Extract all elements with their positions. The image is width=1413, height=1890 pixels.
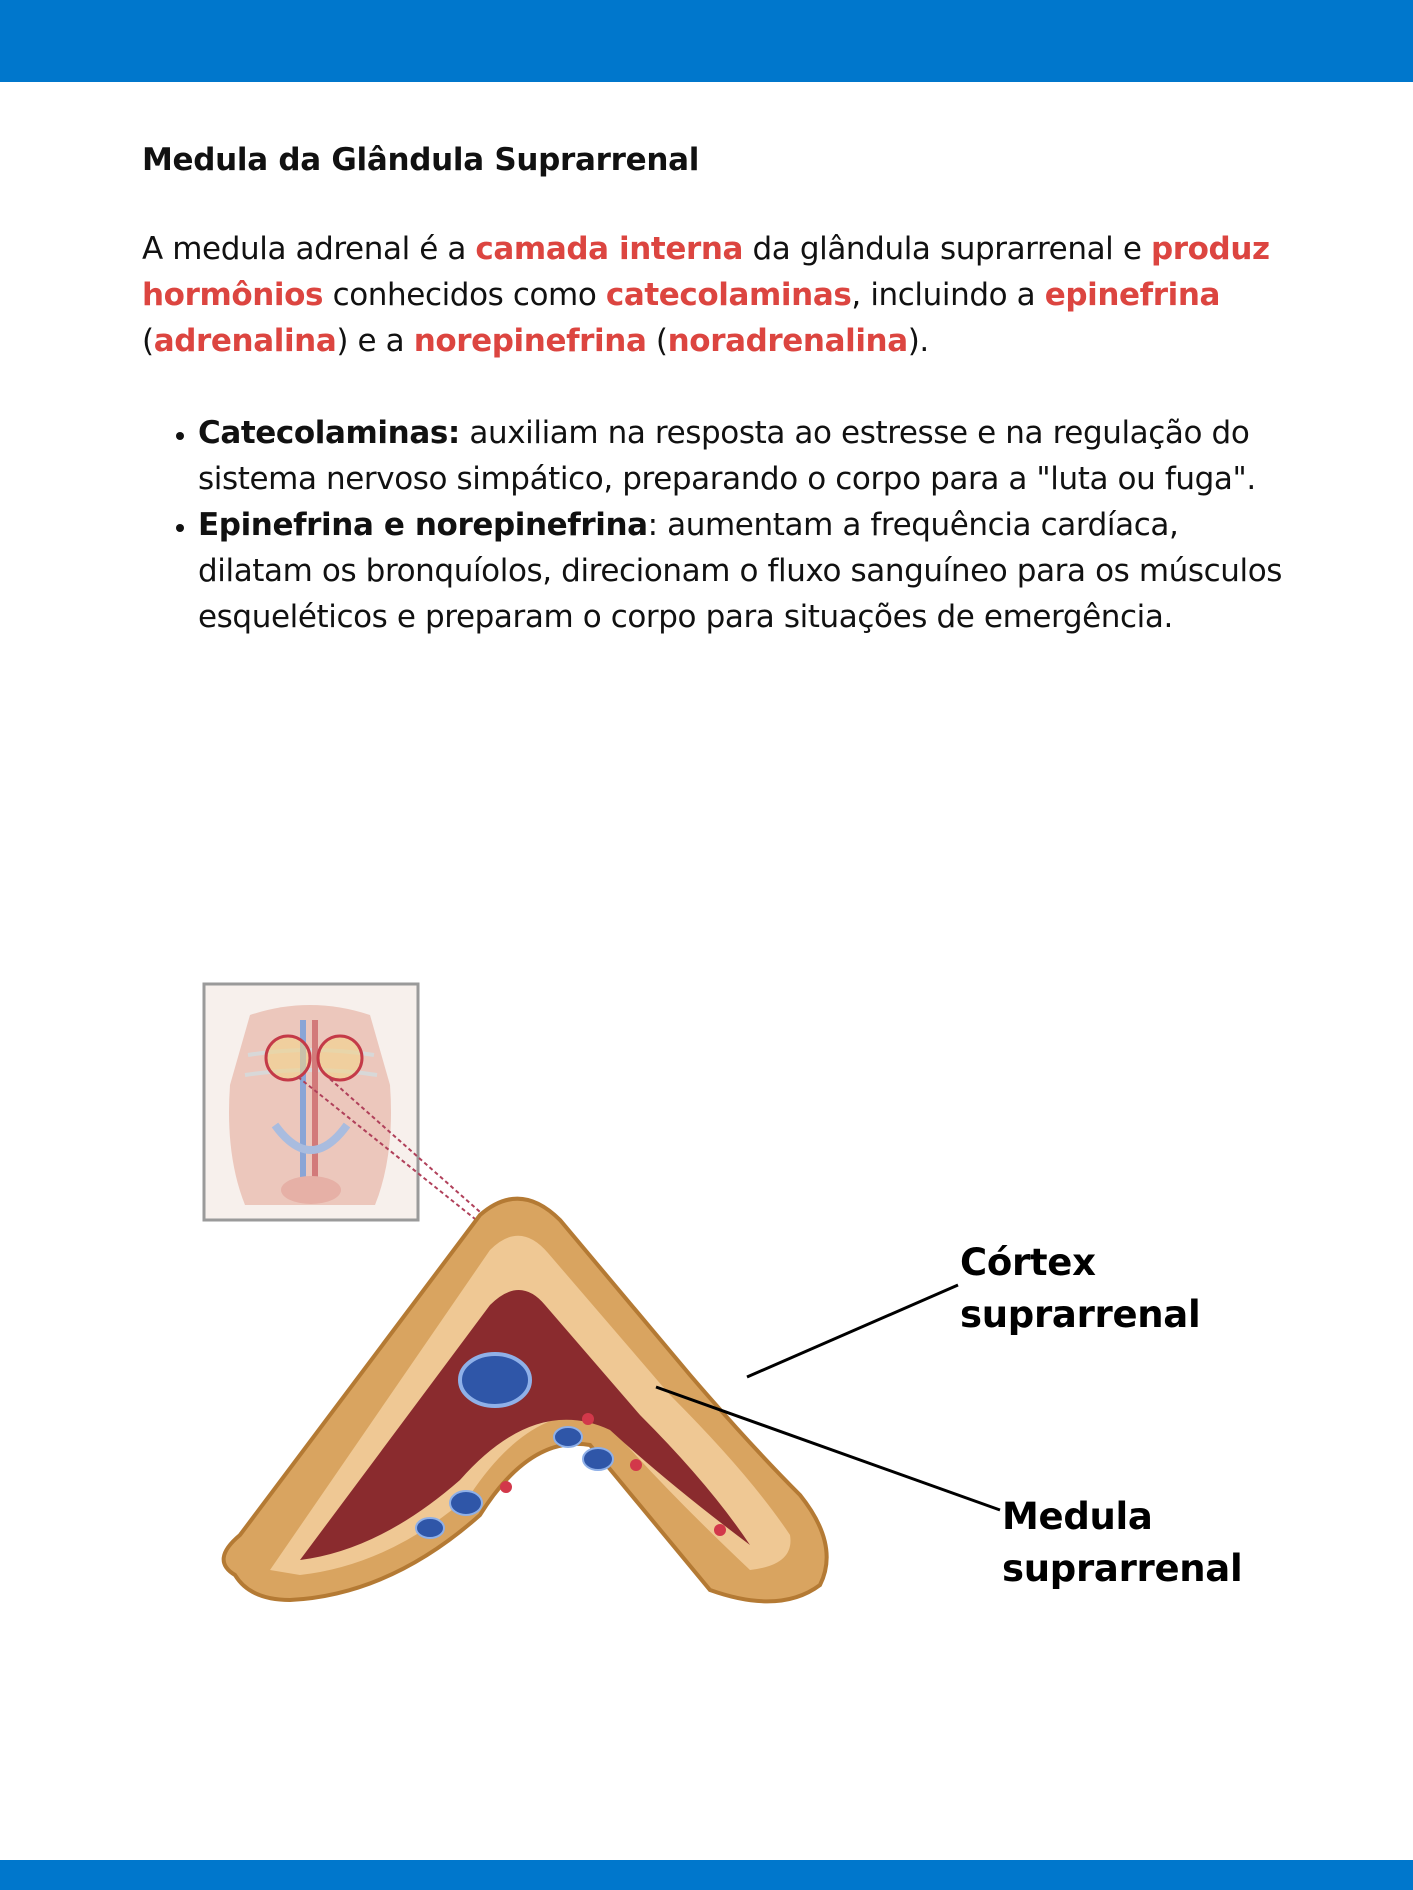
intro-text: ).: [907, 323, 929, 359]
highlight-term: camada interna: [475, 231, 744, 267]
cortex-label-line2: suprarrenal: [960, 1293, 1201, 1336]
intro-text: , incluindo a: [851, 277, 1045, 313]
highlight-term: produz hormônios: [142, 231, 1270, 313]
intro-text: A medula adrenal é a: [142, 231, 476, 267]
cortex-leader-line: [747, 1285, 958, 1377]
list-item: [198, 502, 1292, 640]
document-body: [142, 138, 1292, 640]
medula-label-line2: suprarrenal: [1002, 1547, 1243, 1590]
bullet-text: : aumentam a frequência cardíaca, dilatam os bronquíolos, direcionam o fluxo sanguíneo para os músculos esqueléticos e preparam o corpo para situações de emergência.: [198, 507, 1283, 635]
highlight-term: adrenalina: [153, 323, 337, 359]
medula-label-line1: Medula: [1002, 1495, 1153, 1538]
cortex-label-line1: Córtex: [960, 1241, 1096, 1284]
highlight-term: norepinefrina: [413, 323, 647, 359]
intro-paragraph: [142, 226, 1292, 364]
header-bar: [0, 0, 1413, 82]
intro-text: (: [142, 323, 154, 359]
bullet-text: auxiliam na resposta ao estresse e na regulação do sistema nervoso simpático, preparando o corpo para a "luta ou fuga".: [198, 415, 1256, 497]
intro-text: da glândula suprarrenal e: [743, 231, 1151, 267]
torso-inset: [204, 984, 515, 1247]
intro-text: conhecidos como: [323, 277, 606, 313]
highlight-term: noradrenalina: [667, 323, 908, 359]
bullet-term: Catecolaminas:: [198, 415, 460, 451]
adrenal-gland-figure: [190, 975, 1270, 1675]
medula-label: [1002, 1491, 1242, 1595]
intro-text: ) e a: [336, 323, 414, 359]
highlight-term: epinefrina: [1044, 277, 1221, 313]
page-title: Medula da Glândula Suprarrenal: [142, 142, 700, 178]
bullet-list: [142, 410, 1292, 640]
bullet-term: Epinefrina e norepinefrina: [198, 507, 648, 543]
list-item: [198, 410, 1292, 502]
cortex-label: [960, 1237, 1200, 1341]
intro-text: (: [646, 323, 668, 359]
footer-bar: [0, 1860, 1413, 1890]
highlight-term: catecolaminas: [605, 277, 852, 313]
